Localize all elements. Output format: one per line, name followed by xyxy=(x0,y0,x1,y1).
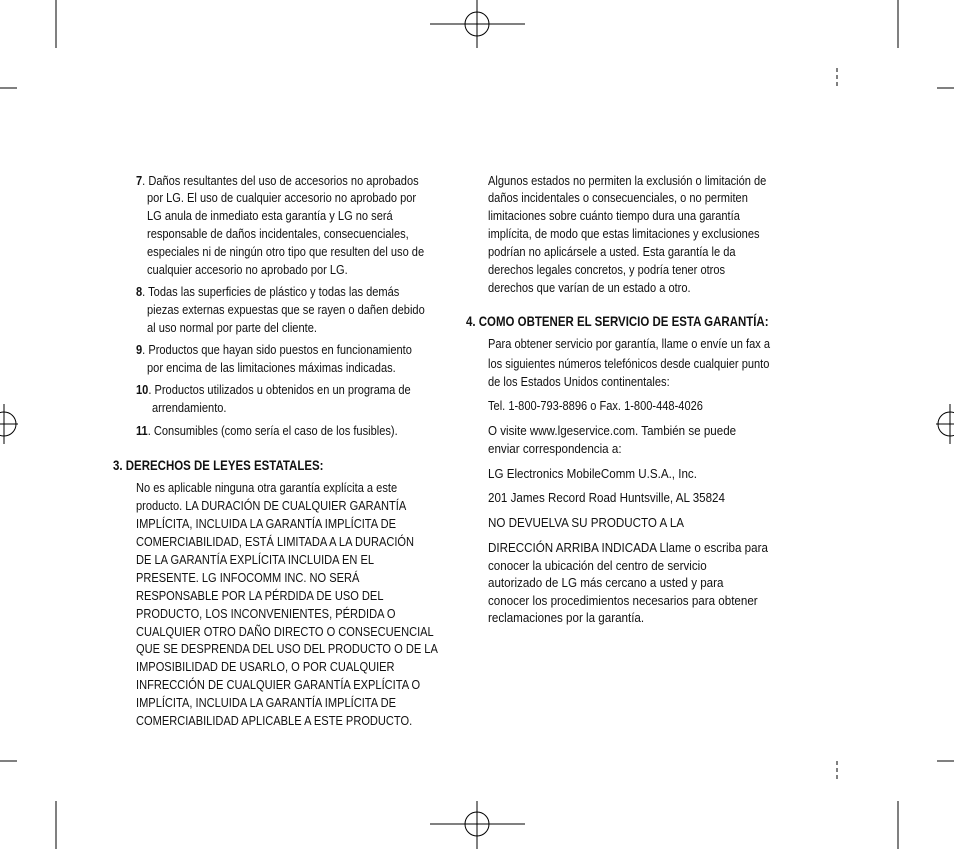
no-return-notice: NO DEVUELVA SU PRODUCTO A LA xyxy=(488,515,685,530)
company-address: 201 James Record Road Huntsville, AL 35824 xyxy=(488,490,725,505)
item-text: arrendamiento. xyxy=(152,400,227,415)
item-text: por LG. El uso de cualquier accesorio no aprobado por xyxy=(147,190,417,205)
item-number: 11 xyxy=(136,423,148,438)
body-line: derechos legales concretos, y podría tener otros xyxy=(488,262,726,277)
body-line: IMPLÍCITA, INCLUIDA LA GARANTÍA IMPLÍCITA DE xyxy=(136,516,396,531)
body-line: CUALQUIER OTRO DAÑO DIRECTO O CONSECUENCIAL xyxy=(136,624,434,639)
website-line: O visite www.lgeservice.com. También se puede xyxy=(488,423,737,438)
body-line: los siguientes números telefónicos desde cualquier punto xyxy=(488,356,770,371)
item-text: especiales ni de ningún otro tipo que resulten del uso de xyxy=(147,244,425,259)
item-text: por encima de las limitaciones máximas indicadas. xyxy=(147,360,396,375)
body-line: podrían no aplicársele a usted. Esta garantía le da xyxy=(488,244,736,259)
body-line: COMERCIABILIDAD APLICABLE A ESTE PRODUCTO. xyxy=(136,713,413,728)
body-line: IMPOSIBILIDAD DE USARLO, O POR CUALQUIER xyxy=(136,659,395,674)
section-4-heading: 4. COMO OBTENER EL SERVICIO DE ESTA GARANTÍA: xyxy=(466,313,769,329)
item-number: 8 xyxy=(136,284,143,299)
section-3-heading: 3. DERECHOS DE LEYES ESTATALES: xyxy=(113,457,324,473)
item-text: . Todas las superficies de plástico y todas las demás xyxy=(142,284,400,299)
body-line: Para obtener servicio por garantía, llame o envíe un fax a xyxy=(488,336,771,351)
body-line: Algunos estados no permiten la exclusión o limitación de xyxy=(488,173,767,188)
phone-fax-line: Tel. 1-800-793-8896 o Fax. 1-800-448-4026 xyxy=(488,398,703,413)
body-line: DE LA GARANTÍA EXPLÍCITA INCLUIDA EN EL xyxy=(136,552,375,567)
body-line: enviar correspondencia a: xyxy=(488,441,622,456)
body-line: IMPLÍCITA, INCLUIDA LA GARANTÍA IMPLÍCITA DE xyxy=(136,695,396,710)
body-line: de los Estados Unidos continentales: xyxy=(488,374,670,389)
item-number: 10 xyxy=(136,382,149,397)
body-line: daños incidentales o consecuenciales, o no permiten xyxy=(488,190,748,205)
body-line: DIRECCIÓN ARRIBA INDICADA Llame o escriba para xyxy=(488,540,768,555)
item-number: 7 xyxy=(136,173,143,188)
item-number: 9 xyxy=(136,342,143,357)
body-line: No es aplicable ninguna otra garantía explícita a este xyxy=(136,480,398,495)
body-line: autorizado de LG más cercano a usted y para xyxy=(488,575,724,590)
item-text: . Consumibles (como sería el caso de los fusibles). xyxy=(147,423,398,438)
body-line: RESPONSABLE POR LA PÉRDIDA DE USO DEL xyxy=(136,588,384,603)
company-name: LG Electronics MobileComm U.S.A., Inc. xyxy=(488,466,697,481)
item-text: piezas externas expuestas que se rayen o dañen debido xyxy=(147,302,425,317)
body-line: PRESENTE. LG INFOCOMM INC. NO SERÁ xyxy=(136,570,360,585)
body-line: derechos que varían de un estado a otro. xyxy=(488,280,691,295)
body-line: PRODUCTO, LOS INCONVENIENTES, PÉRDIDA O xyxy=(136,606,396,621)
body-line: implícita, de modo que estas limitaciones y exclusiones xyxy=(488,226,760,241)
body-line: INFRECCIÓN DE CUALQUIER GARANTÍA EXPLÍCITA O xyxy=(136,677,421,692)
item-text: al uso normal por parte del cliente. xyxy=(147,320,317,335)
body-line: producto. LA DURACIÓN DE CUALQUIER GARANTÍA xyxy=(136,498,407,513)
item-text: . Productos utilizados u obtenidos en un programa de xyxy=(148,382,411,397)
item-text: . Daños resultantes del uso de accesorios no aprobados xyxy=(142,173,419,188)
body-line: limitaciones sobre cuánto tiempo dura una garantía xyxy=(488,208,740,223)
body-line: QUE SE DESPRENDA DEL USO DEL PRODUCTO O DE LA xyxy=(136,641,438,656)
body-line: conocer los procedimientos necesarios para obtener xyxy=(488,593,758,608)
item-text: cualquier accesorio no aprobado por LG. xyxy=(147,262,348,277)
body-line: reclamaciones por la garantía. xyxy=(488,610,645,625)
body-line: COMERCIABILIDAD, ESTÁ LIMITADA A LA DURACIÓN xyxy=(136,534,415,549)
body-line: conocer la ubicación del centro de servicio xyxy=(488,558,707,573)
item-text: responsable de daños incidentales, consecuenciales, xyxy=(147,226,409,241)
item-text: LG anula de inmediato esta garantía y LG no será xyxy=(147,208,393,223)
item-text: . Productos que hayan sido puestos en funcionamiento xyxy=(142,342,412,357)
